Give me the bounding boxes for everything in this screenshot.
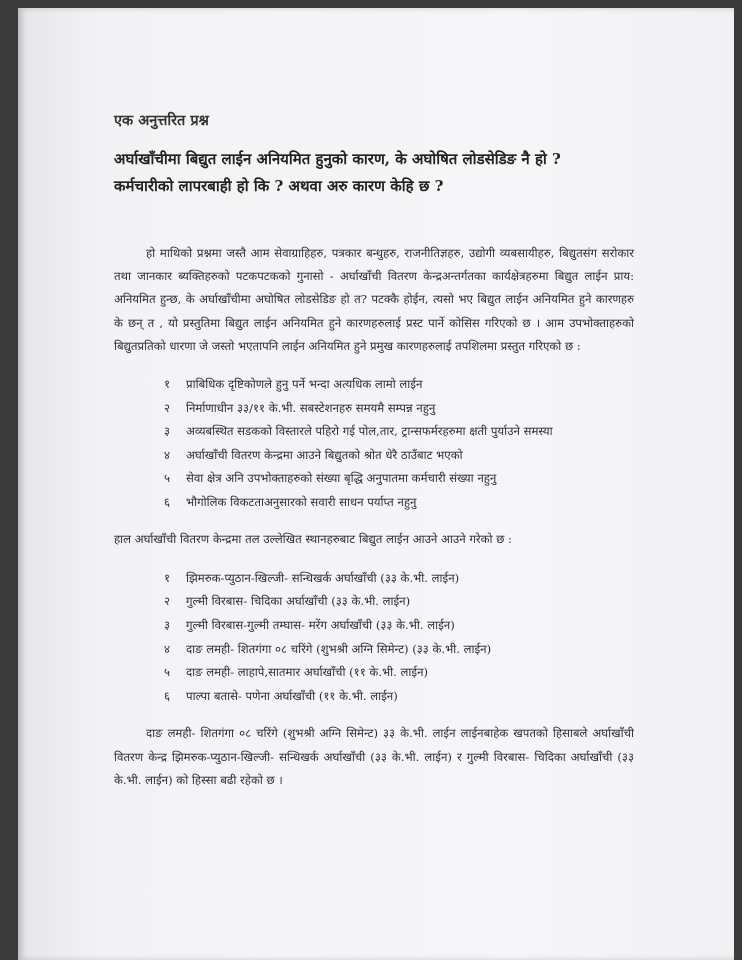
- list-item: [164, 614, 634, 638]
- list-item: [164, 467, 634, 491]
- list-item: [164, 638, 634, 662]
- sources-intro: हाल अर्घाखाँची वितरण केन्द्रमा तल उल्लेखित स्थानहरुबाट बिद्युत लाईन आउने आउने गरेको छ :: [114, 531, 512, 546]
- list-item: [164, 491, 634, 515]
- list-text: प्राबिधिक दृष्टिकोणले हुनु पर्ने भन्दा अत्यधिक लामो लाईन: [186, 377, 423, 392]
- list-number: ४: [164, 447, 171, 462]
- list-number: १: [164, 570, 171, 585]
- list-text: झिमरुक-प्युठान-खिल्जी- सन्धिखर्क अर्घाखाँची (३३ के.भी. लाईन): [186, 570, 460, 585]
- list-number: २: [164, 594, 171, 609]
- reasons-list: [114, 373, 634, 515]
- list-text: पाल्पा बतासे- पणेना अर्घाखाँची (११ के.भी. लाईन): [186, 688, 398, 703]
- list-item: [164, 661, 634, 685]
- list-text: भौगोलिक विकटताअनुसारको सवारी साधन पर्याप्त नहुनु: [186, 494, 417, 509]
- list-number: ६: [164, 494, 171, 509]
- question-line-1: अर्घाखाँचीमा बिद्युत लाईन अनियमित हुनुको कारण, के अघोषित लोडसेडिङ नै हो ?: [114, 150, 561, 168]
- list-item: [164, 373, 634, 397]
- list-number: ३: [164, 424, 171, 439]
- intro-paragraph: हो माथिको प्रश्नमा जस्तै आम सेवाग्राहिहरु, पत्रकार बन्धुहरु, राजनीतिज्ञहरु, उद्योगी व्यबसायीहरु, बिद्युतसंग सरोकार तथा जानकार ब्यक्तिहरुको पटकपटकको गुनासो - अर्घाखाँची वितरण केन्द्रअन्तर्गतका कार्यक्षेत्रहरुमा बिद्युत लाईन प्राय: अनियमित हुन्छ, के अर्घाखाँचीमा अघोषित लोडसेडिङ हो त? पटक्कै होईन, त्यसो भए बिद्युत लाईन अनियमित हुने कारणहरु के छन् त , यो प्रस्तुतिमा बिद्युत लाईन अनियमित हुने कारणहरुलाई प्रस्ट पार्ने कोसिस गरिएको छ । आम उपभोक्ताहरुको बिद्युतप्रतिको धारणा जे जस्तो भएतापनि लाईन अनियमित हुने प्रमुख कारणहरुलाई तपशिलमा प्रस्तुत गरिएको छ :: [114, 246, 634, 353]
- sources-list: [114, 567, 634, 709]
- list-number: ४: [164, 641, 171, 656]
- list-item: [164, 444, 634, 468]
- list-number: ५: [164, 471, 171, 486]
- list-text: निर्माणाधीन ३३/११ के.भी. सबस्टेशनहरु समयमै सम्पन्न नहुनु: [186, 400, 436, 415]
- list-number: ५: [164, 665, 171, 680]
- list-text: अर्घाखाँची वितरण केन्द्रमा आउने बिद्युतको श्रोत धेरै ठाउँबाट भएको: [186, 447, 463, 462]
- list-number: ६: [164, 688, 171, 703]
- document-page: [18, 8, 734, 960]
- list-number: ३: [164, 617, 171, 632]
- question-line-2: कर्मचारीको लापरबाही हो कि ? अथवा अरु कारण केहि छ ?: [114, 177, 444, 195]
- list-text: सेवा क्षेत्र अनि उपभोक्ताहरुको संख्या बृद्धि अनुपातमा कर्मचारी संख्या नहुनु: [186, 471, 497, 486]
- list-item: [164, 685, 634, 709]
- list-text: गुल्मी विरबास- चिदिका अर्घाखाँची (३३ के.भी. लाईन): [186, 594, 411, 609]
- list-text: अव्यबस्थित सडकको विस्तारले पहिरो गई पोल,तार, ट्रान्सफर्मरहरुमा क्षती पुर्याउने समस्या: [186, 424, 553, 439]
- document-content: [114, 110, 634, 792]
- list-number: २: [164, 400, 171, 415]
- section-heading: एक अनुत्तरित प्रश्न: [114, 112, 209, 129]
- list-text: दाङ लमही- लाहापे,सातमार अर्घाखाँची (११ के.भी. लाईन): [186, 665, 429, 680]
- list-text: दाङ लमही- शितगंगा ०८ चरिंगे (शुभश्री अग्नि सिमेन्ट) (३३ के.भी. लाईन): [186, 641, 492, 656]
- list-item: [164, 420, 634, 444]
- list-text: गुल्मी विरबास-गुल्मी तम्घास- मरेंग अर्घाखाँची (३३ के.भी. लाईन): [186, 617, 455, 632]
- list-number: १: [164, 377, 171, 392]
- closing-paragraph: दाङ लमही- शितगंगा ०८ चरिंगे (शुभश्री अग्नि सिमेन्ट) ३३ के.भी. लाईन लाईनबाहेक खपतको हिसाबले अर्घाखाँची वितरण केन्द्र झिमरुक-प्युठान-खिल्जी- सन्धिखर्क अर्घाखाँची (३३ के.भी. लाईन) र गुल्मी विरबास- चिदिका अर्घाखाँची (३३ के.भी. लाईन) को हिस्सा बढी रहेको छ ।: [114, 726, 634, 787]
- list-item: [164, 590, 634, 614]
- list-item: [164, 567, 634, 591]
- list-item: [164, 397, 634, 421]
